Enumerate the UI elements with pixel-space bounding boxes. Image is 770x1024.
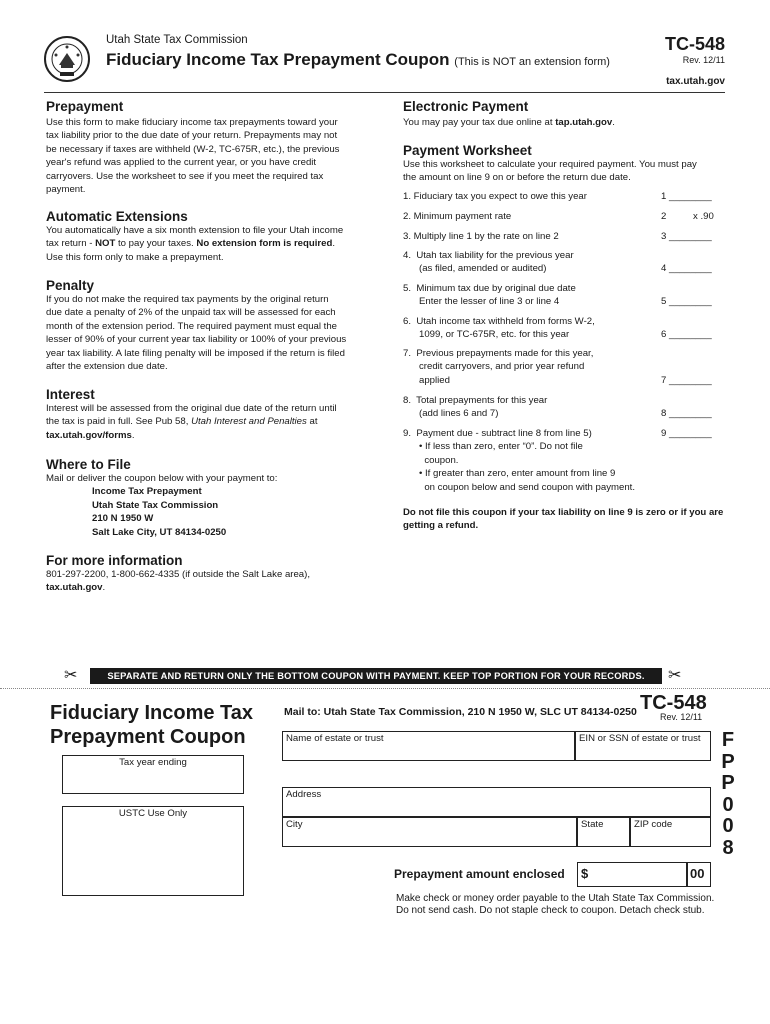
coupon-mail-to: Mail to: Utah State Tax Commission, 210 N 1950 W, SLC UT 84134-0250: [284, 706, 637, 718]
prepayment-heading: Prepayment: [46, 99, 124, 114]
worksheet-intro: Use this worksheet to calculate your required payment. You must pay the amount on line 9 on or before the return due date.: [403, 159, 697, 184]
penalty-heading: Penalty: [46, 278, 95, 293]
estate-name-field[interactable]: Name of estate or trust: [282, 731, 575, 761]
extensions-text: You automatically have a six month extension to file your Utah income tax return - NOT to pay your taxes. No extension form is required. Use this form only to make a prepayment.: [46, 225, 344, 263]
cut-line: [0, 688, 770, 689]
coupon-form-number: TC-548: [640, 692, 707, 714]
website-link-footer[interactable]: tax.utah.gov: [46, 582, 103, 594]
prepayment-amount-field[interactable]: $: [577, 862, 687, 887]
electronic-payment-text: You may pay your tax due online at tap.utah.gov.: [403, 117, 615, 128]
scissors-icon: ✂: [64, 667, 78, 684]
city-field[interactable]: City: [282, 817, 577, 847]
ein-ssn-field[interactable]: EIN or SSN of estate or trust: [575, 731, 711, 761]
separate-instruction-bar: SEPARATE AND RETURN ONLY THE BOTTOM COUPON WITH PAYMENT. KEEP TOP PORTION FOR YOUR RECORDS.: [90, 668, 662, 684]
state-field[interactable]: State: [577, 817, 630, 847]
forms-link[interactable]: tax.utah.gov/forms: [46, 429, 132, 441]
electronic-payment-heading: Electronic Payment: [403, 99, 529, 114]
worksheet-heading: Payment Worksheet: [403, 143, 532, 158]
penalty-text: If you do not make the required tax payments by the original return due date a penalty of 2% of the unpaid tax will be assessed for each month of the extension period. The required payment must equal the lesser of 90% of your current year tax liability or 100% of your previous year tax liability. A late filing penalty will be imposed if the return is filed after the extension due date.: [46, 294, 347, 373]
tax-year-field[interactable]: Tax year ending: [62, 755, 244, 794]
more-info-text: 801-297-2200, 1-800-662-4335 (if outside the Salt Lake area), tax.utah.gov.: [46, 569, 311, 594]
coupon-revision: Rev. 12/11: [660, 712, 703, 722]
tap-link[interactable]: tap.utah.gov: [555, 117, 613, 128]
interest-text: Interest will be assessed from the original due date of the return until the tax is paid in full. See Pub 58, Utah Interest and Penalties at tax.utah.gov/forms.: [46, 403, 337, 441]
address-field[interactable]: Address: [282, 787, 711, 817]
scissors-icon-right: ✂: [668, 667, 682, 684]
more-info-heading: For more information: [46, 553, 183, 568]
prepayment-amount-label: Prepayment amount enclosed: [394, 867, 565, 881]
cents-field: 00: [687, 862, 711, 887]
interest-heading: Interest: [46, 387, 95, 402]
coupon-title: Fiduciary Income Tax Prepayment Coupon: [50, 702, 254, 748]
header-divider: [44, 92, 725, 93]
form-title: Fiduciary Income Tax Prepayment Coupon (This is NOT an extension form): [106, 50, 610, 69]
ustc-use-only-box: USTC Use Only: [62, 806, 244, 896]
worksheet-warning: Do not file this coupon if your tax liability on line 9 is zero or if you are getting a refund.: [403, 507, 724, 532]
website-link[interactable]: tax.utah.gov: [666, 76, 725, 87]
agency-name: Utah State Tax Commission: [106, 34, 248, 46]
payment-note: Make check or money order payable to the Utah State Tax Commission. Do not send cash. Do not staple check to coupon. Detach check stub.: [396, 893, 715, 916]
form-subtitle: (This is NOT an extension form): [454, 56, 610, 68]
vertical-form-code: F P P 0 0 8: [721, 729, 735, 859]
where-to-file-heading: Where to File: [46, 457, 131, 472]
revision-date: Rev. 12/11: [682, 55, 725, 65]
form-number: TC-548: [664, 34, 725, 54]
prepayment-text: Use this form to make fiduciary income tax prepayments toward your tax liability prior to the due date of your return. Prepayments may not be necessary if taxes are withheld (W-2, TC-675R, etc.), the previous year's refund was applied to the current year, or you have credit carryovers. Use the worksheet to see if you meet the required tax payment.: [46, 117, 340, 196]
zip-field[interactable]: ZIP code: [630, 817, 711, 847]
extensions-heading: Automatic Extensions: [46, 209, 188, 224]
where-to-file-text: Mail or deliver the coupon below with your payment to: Income Tax Prepayment Utah State Tax Commission 210 N 1950 W Salt Lake City, UT 84134-0250: [46, 473, 278, 538]
state-seal-icon: [44, 36, 90, 82]
